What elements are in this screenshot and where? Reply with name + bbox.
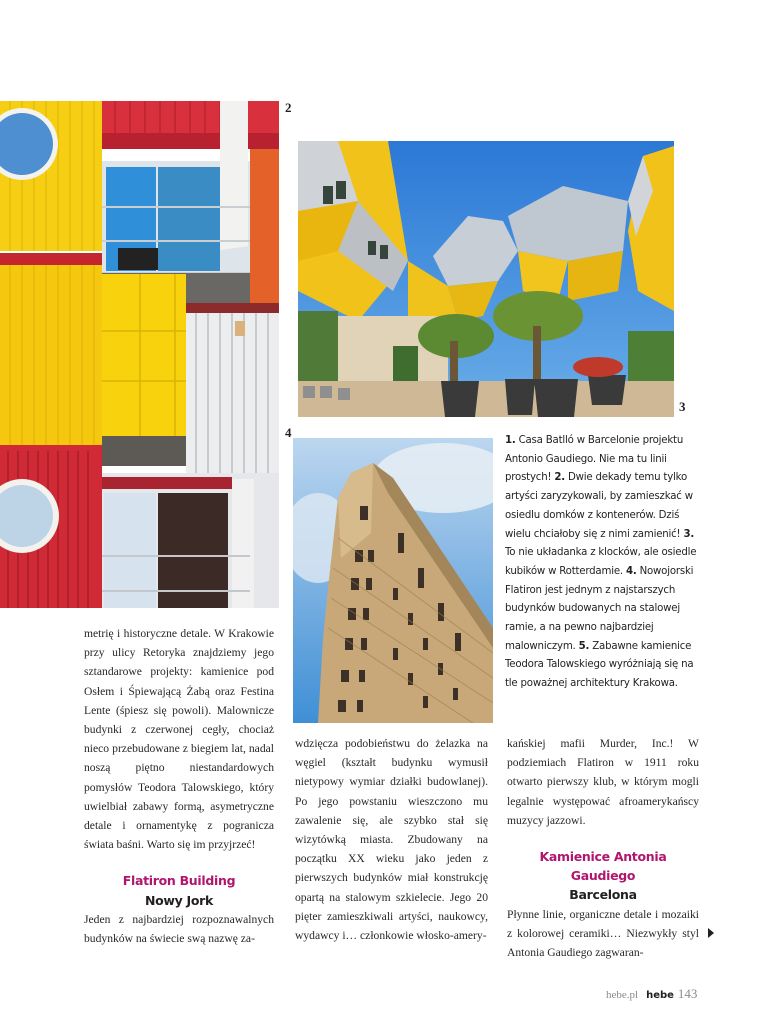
caption-number-1: 1. xyxy=(505,435,516,446)
column-1-paragraph-2: Jeden z najbardziej rozpoznawalnych budynków na świecie swą nazwę za- xyxy=(84,912,274,946)
caption-number-3: 3. xyxy=(683,528,695,540)
page-number: 143 xyxy=(677,986,698,1001)
column-2-paragraph: wdzięcza podobieństwu do żelazka na węgiel (kształt budynku wymusił nietypowy wymiar działki budowlanej). Po jego powstaniu wieszczono mu zawalenie się, ale szybko stał się wizytówką miasta. Zbudowany na początku XX wieku jako jeden z pierwszych budynków miał konstrukcję opartą na stalowym szkielecie. Jego 20 pięter zamieszkiwali artyści, naukowcy, wydawcy i… członkowie włosko-amery- xyxy=(295,737,488,943)
flatiron-image xyxy=(293,438,493,723)
cube-houses-image xyxy=(298,141,674,417)
column-3-paragraph-2: Płynne linie, organiczne detale i mozaiki z kolorowej ceramiki… Niezwykły styl Antonia Gaudiego zagwaran- xyxy=(507,907,699,960)
photo-number-2: 2 xyxy=(285,100,292,115)
caption-text-4: Nowojorski Flatiron jest jednym z najstarszych budynków budowanych na stalowej ramie, a na pewno najbardziej malowniczym. xyxy=(505,565,694,652)
section-heading-flatiron: Flatiron Building xyxy=(122,873,236,889)
containers-image xyxy=(0,101,279,608)
photo-number-3: 3 xyxy=(679,399,686,414)
column-3 xyxy=(507,734,699,962)
caption-text-1: Casa Batlló w Barcelonie projektu Antonio Gaudiego. Nie ma tu linii prostych! xyxy=(505,435,684,484)
column-1-paragraph-1: metrię i historyczne detale. W Krakowie przy ulicy Retoryka znajdziemy jego sztandarowe projekty: kamienice pod Osłem i Śpiewającą Żabą oraz Festina Lente (śpiesz się powoli). Malownicze budynki z czerwonej cegły, chociaż nieco przebudowane z biegiem lat, nadal noszą piętno niestandardowych pomysłów Teodora Talowskiego, który uwielbiał zabawy formą, asymetryczne detale i ornamentykę z pogranicza świata baśni. Warto się im przyjrzeć! xyxy=(84,627,274,852)
photo-cube-houses xyxy=(298,141,674,417)
section-subheading-barcelona: Barcelona xyxy=(569,887,637,903)
footer-brand-logo: hebe xyxy=(646,990,674,1001)
page-footer xyxy=(606,986,697,1002)
caption-number-5: 5. xyxy=(578,640,590,652)
photo-number-4: 4 xyxy=(285,425,292,440)
section-subheading-new-york: Nowy Jork xyxy=(144,892,214,908)
continue-arrow-icon xyxy=(708,928,714,938)
column-2 xyxy=(295,734,488,945)
caption-text-3: To nie układanka z klocków, ale osiedle kubików w Rotterdamie. xyxy=(505,547,697,577)
section-heading-gaudi: Kamienice Antonia Gaudiego xyxy=(539,849,667,884)
caption-text-2: Dwie dekady temu tylko artyści zaryzykowali, by zamieszkać w osiedlu domków z kontenerów. Dziś wielu chciałoby się z nimi zamienić! xyxy=(505,472,693,540)
caption-number-4: 4. xyxy=(625,565,637,577)
column-3-paragraph-1: kańskiej mafii Murder, Inc.! W podziemiach Flatiron w 1911 roku otwarto pierwszy klub, w którym mogli legalnie występować afroamerykańscy muzycy jazzowi. xyxy=(507,737,699,827)
column-1 xyxy=(84,624,274,948)
photo-flatiron xyxy=(293,438,493,723)
caption-number-2: 2. xyxy=(554,472,565,484)
caption-text-5: Zabawne kamienice Teodora Talowskiego wyróżniają się na tle poważnej architektury Krakowa. xyxy=(505,640,694,690)
photo-captions xyxy=(505,432,705,694)
photo-containers xyxy=(0,101,279,608)
footer-site: hebe.pl xyxy=(606,989,639,1001)
